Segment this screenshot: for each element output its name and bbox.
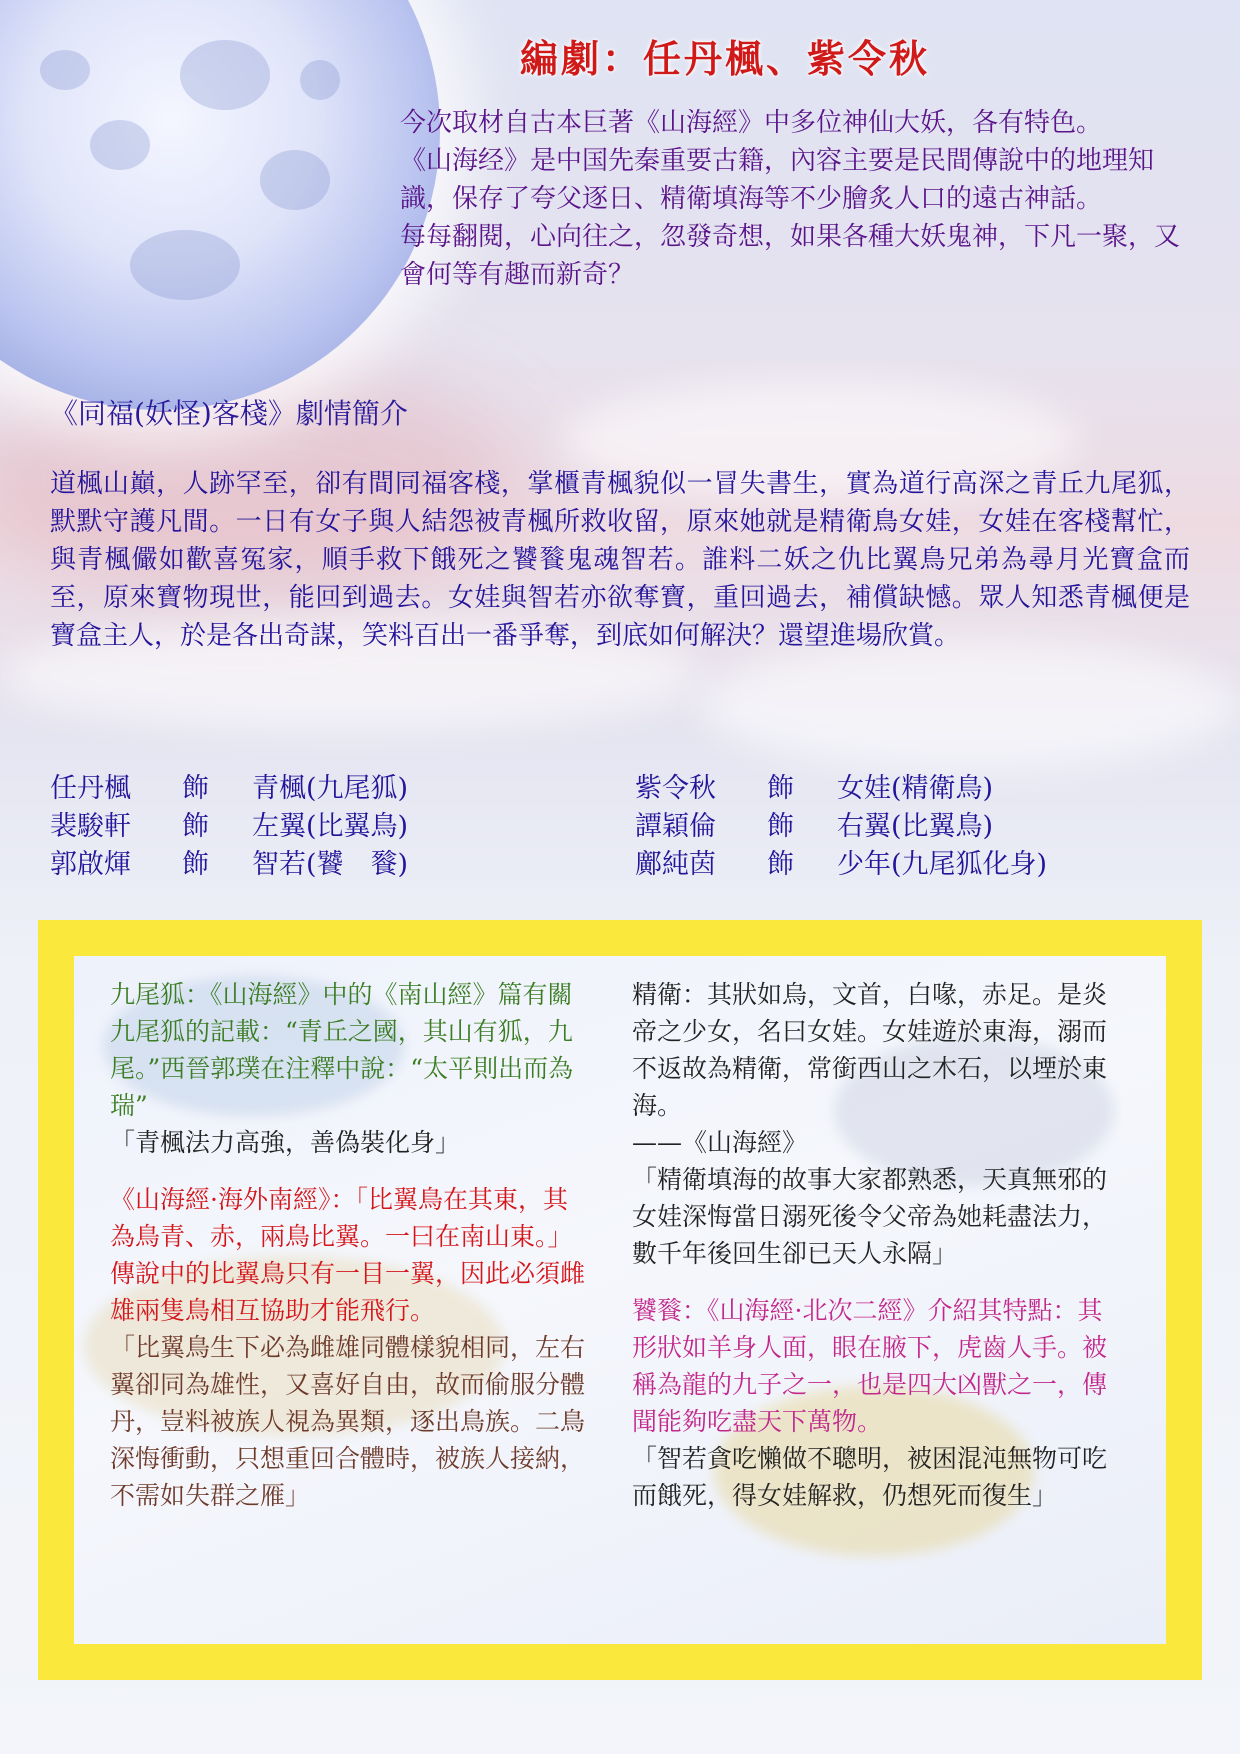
character-notes-panel [38, 920, 1202, 1680]
actor-name: 譚穎倫 [635, 811, 716, 842]
as-label: 飾 [767, 773, 794, 804]
intro-paragraph: 今次取材自古本巨著《山海經》中多位神仙大妖，各有特色。 [400, 108, 1103, 138]
as-label: 飾 [767, 849, 794, 880]
cast-list-left [50, 770, 408, 884]
notes-column-right [632, 976, 1126, 1514]
cast-row [635, 808, 1047, 846]
jingwei-source: ——《山海經》 [632, 1128, 808, 1157]
role-name: 青楓(九尾狐) [252, 773, 409, 804]
cast-row [635, 846, 1047, 884]
bird-note: 《山海經·海外南經》：「比翼鳥在其東，其為鳥青、赤，兩鳥比翼。一曰在南山東。」傳說中的比翼鳥只有一目一翼，因此必須雌雄兩隻鳥相互協助才能飛行。 [110, 1185, 586, 1325]
taotie-note: 饕餮：《山海經·北次二經》介紹其特點：其形狀如羊身人面，眼在腋下，虎齒人手。被稱為龍的九子之一，也是四大凶獸之一，傳聞能夠吃盡天下萬物。 [632, 1296, 1108, 1436]
actor-name: 任丹楓 [50, 773, 131, 804]
actor-name: 裴駿軒 [50, 811, 131, 842]
bird-quote: 「比翼鳥生下必為雌雄同體樣貌相同，左右翼卻同為雄性，又喜好自由，故而偷服分體丹，豈料被族人視為異類，逐出鳥族。二鳥深悔衝動，只想重回合體時，被族人接納，不需如失群之雁」 [110, 1333, 586, 1510]
role-name: 智若(饕 餮) [252, 849, 409, 880]
as-label: 飾 [767, 811, 794, 842]
as-label: 飾 [182, 811, 209, 842]
cast-row [50, 808, 408, 846]
role-name: 右翼(比翼鳥) [837, 811, 994, 842]
role-name: 少年(九尾狐化身) [837, 849, 1048, 880]
as-label: 飾 [182, 849, 209, 880]
actor-name: 郭啟煇 [50, 849, 131, 880]
jingwei-note: 精衛：其狀如烏，文首，白喙，赤足。是炎帝之少女，名曰女娃。女娃遊於東海，溺而不返故為精衛，常銜西山之木石，以堙於東海。 [632, 980, 1108, 1120]
as-label: 飾 [182, 773, 209, 804]
cloud [700, 640, 1240, 770]
page-title: 編劇：任丹楓、紫令秋 [520, 36, 931, 81]
fox-note: 九尾狐：《山海經》中的《南山經》篇有關九尾狐的記載：“青丘之國，其山有狐，九尾。”西晉郭璞在注釋中說：“太平則出而為瑞” [110, 980, 574, 1120]
intro-text [400, 104, 1200, 294]
jingwei-quote: 「精衛填海的故事大家都熟悉，天真無邪的女娃深悔當日溺死後令父帝為她耗盡法力，數千年後回生卻已天人永隔」 [632, 1165, 1108, 1268]
synopsis-body: 道楓山巔，人跡罕至，卻有間同福客棧，掌櫃青楓貌似一冒失書生，實為道行高深之青丘九尾狐，默默守護凡間。一日有女子與人結怨被青楓所救收留，原來她就是精衛鳥女娃，女娃在客棧幫忙，與青楓儼如歡喜冤家，順手救下餓死之饕餮鬼魂智若。誰料二妖之仇比翼鳥兄弟為尋月光寶盒而至，原來寶物現世，能回到過去。女娃與智若亦欲奪寶，重回過去，補償缺憾。眾人知悉青楓便是寶盒主人，於是各出奇謀，笑料百出一番爭奪，到底如何解決？還望進場欣賞。 [50, 469, 1190, 651]
intro-paragraph: 《山海经》是中国先秦重要古籍，內容主要是民間傳說中的地理知識，保存了夸父逐日、精衛填海等不少膾炙人口的遠古神話。 [400, 146, 1155, 214]
actor-name: 紫令秋 [635, 773, 716, 804]
cast-row [635, 770, 1047, 808]
cast-row [50, 770, 408, 808]
notes-column-left [110, 976, 592, 1514]
role-name: 女娃(精衛鳥) [837, 773, 994, 804]
role-name: 左翼(比翼鳥) [252, 811, 409, 842]
character-notes-inner [74, 956, 1166, 1644]
actor-name: 鄺純茵 [635, 849, 716, 880]
fox-quote: 「青楓法力高強，善偽裝化身」 [110, 1128, 461, 1157]
intro-paragraph: 每每翻閱，心向往之，忽發奇想，如果各種大妖鬼神，下凡一聚，又會何等有趣而新奇？ [400, 222, 1181, 290]
cast-list-right [635, 770, 1047, 884]
cast-row [50, 846, 408, 884]
taotie-quote: 「智若貪吃懶做不聰明，被困混沌無物可吃而餓死，得女娃解救，仍想死而復生」 [632, 1444, 1108, 1510]
synopsis-heading: 《同福(妖怪)客棧》劇情簡介 [50, 397, 408, 430]
